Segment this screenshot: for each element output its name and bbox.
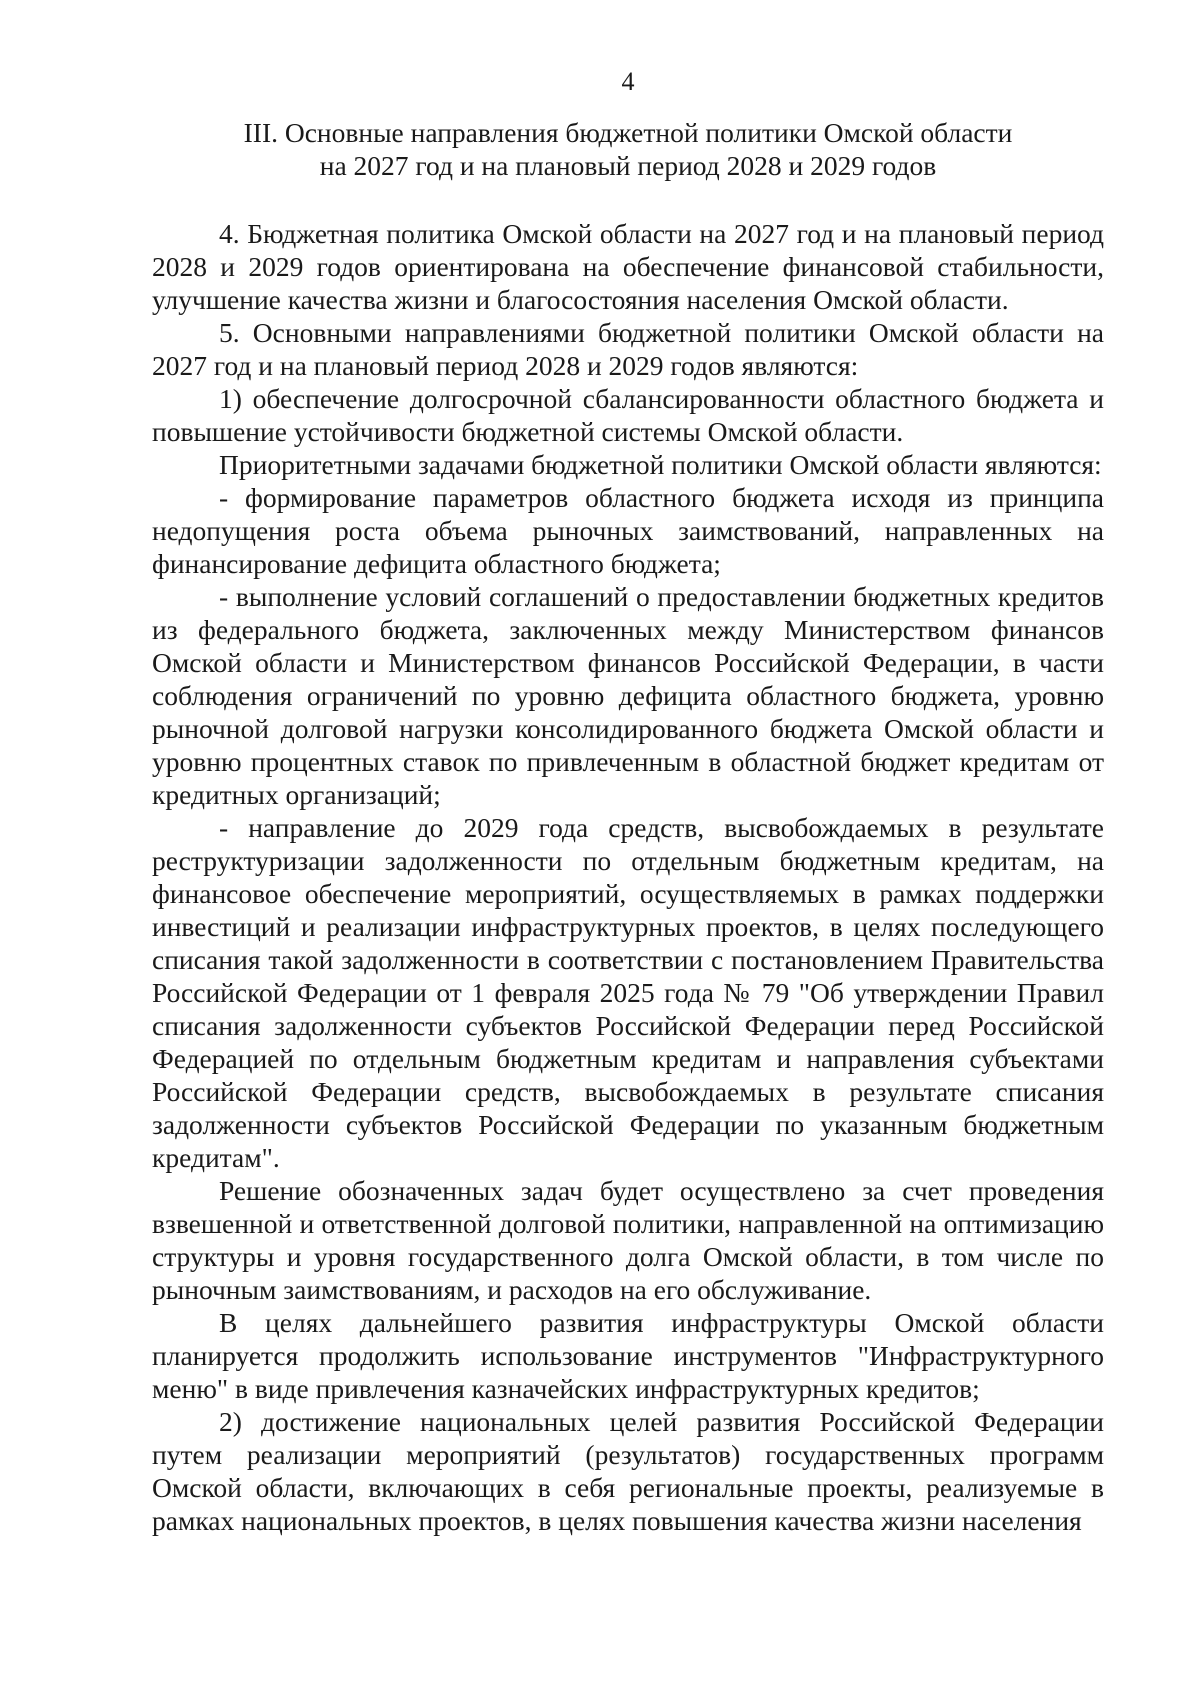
section-title-line: III. Основные направления бюджетной политики Омской области	[243, 117, 1013, 148]
paragraph-solution: Решение обозначенных задач будет осуществлено за счет проведения взвешенной и ответственной долговой политики, направленной на оптимизацию структуры и уровня государственного долга Омской области, в том числе по рыночным заимствованиям, и расходов на его обслуживание.	[152, 1175, 1104, 1305]
section-title	[152, 116, 1104, 182]
paragraph-subitem-2: 2) достижение национальных целей развития Российской Федерации путем реализации мероприятий (результатов) государственных программ Омской области, включающих в себя региональные проекты, реализуемые в рамках национальных проектов, в целях повышения качества жизни населения	[152, 1406, 1104, 1536]
paragraph-dash-item: - выполнение условий соглашений о предоставлении бюджетных кредитов из федерального бюджета, заключенных между Министерством финансов Омской области и Министерством финансов Российской Федерации, в части соблюдения ограничений по уровню дефицита областного бюджета, уровню рыночной долговой нагрузки консолидированного бюджета Омской области и уровню процентных ставок по привлеченным в областной бюджет кредитам от кредитных организаций;	[152, 581, 1104, 810]
page-number: 4	[621, 67, 635, 96]
paragraph-dash-item: - формирование параметров областного бюджета исходя из принципа недопущения роста объема рыночных заимствований, направленных на финансирование дефицита областного бюджета;	[152, 482, 1104, 579]
paragraph-infrastructure: В целях дальнейшего развития инфраструктуры Омской области планируется продолжить использование инструментов "Инфраструктурного меню" в виде привлечения казначейских инфраструктурных кредитов;	[152, 1307, 1104, 1404]
section-title-line: на 2027 год и на плановый период 2028 и 2029 годов	[319, 150, 937, 181]
paragraph-item-4: 4. Бюджетная политика Омской области на 2027 год и на плановый период 2028 и 2029 годов ориентирована на обеспечение финансовой стабильности, улучшение качества жизни и благосостояния населения Омской области.	[152, 218, 1104, 315]
paragraph-subitem-1: 1) обеспечение долгосрочной сбалансированности областного бюджета и повышение устойчивости бюджетной системы Омской области.	[152, 383, 1104, 447]
paragraph-priority-tasks: Приоритетными задачами бюджетной политики Омской области являются:	[219, 449, 1102, 480]
body-text	[152, 217, 1104, 1537]
paragraph-dash-item: - направление до 2029 года средств, высвобождаемых в результате реструктуризации задолженности по отдельным бюджетным кредитам, на финансовое обеспечение мероприятий, осуществляемых в рамках поддержки инвестиций и реализации инфраструктурных проектов, в целях последующего списания такой задолженности в соответствии с постановлением Правительства Российской Федерации от 1 февраля 2025 года № 79 "Об утверждении Правил списания задолженности субъектов Российской Федерации перед Российской Федерацией по отдельным бюджетным кредитам и направления субъектами Российской Федерации средств, высвобождаемых в результате списания задолженности субъектов Российской Федерации по указанным бюджетным кредитам".	[152, 812, 1104, 1173]
paragraph-item-5: 5. Основными направлениями бюджетной политики Омской области на 2027 год и на плановый период 2028 и 2029 годов являются:	[152, 317, 1104, 381]
